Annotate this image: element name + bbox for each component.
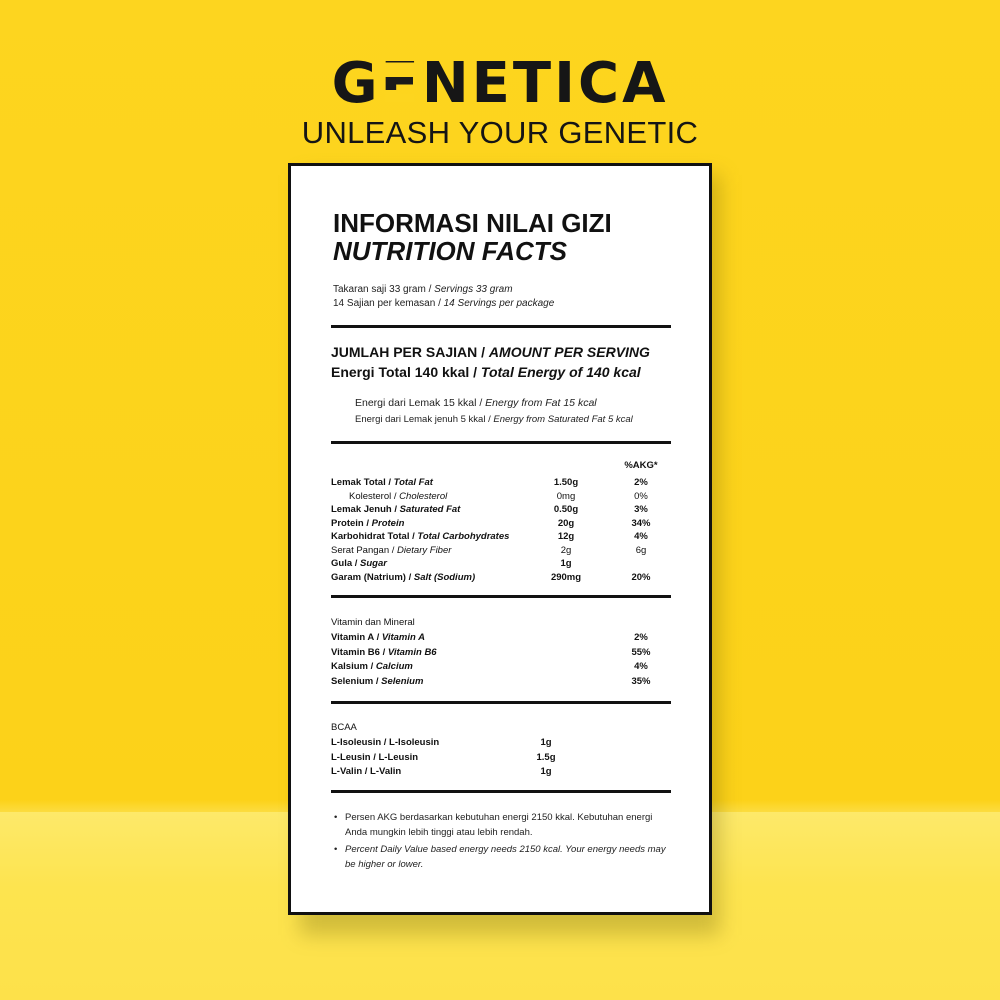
nutrient-row [331, 557, 676, 570]
nutrient-row [331, 544, 676, 557]
nutrient-akg: 34% [631, 517, 651, 529]
footnotes [331, 810, 671, 874]
divider-2 [331, 441, 671, 444]
bcaa-row [331, 736, 676, 749]
bcaa-heading: BCAA [331, 722, 357, 733]
nutrient-name: Garam (Natrium) / Salt (Sodium) [331, 571, 476, 583]
akg-header-row: %AKG* [624, 460, 658, 471]
vitamin-name: Vitamin B6 / Vitamin B6 [331, 646, 437, 658]
nutrient-name: Protein / Protein [331, 517, 405, 529]
vitamin-row [331, 660, 676, 673]
nutrient-row [331, 530, 676, 543]
label-title-en: NUTRITION FACTS [333, 236, 567, 266]
vitamin-name: Selenium / Selenium [331, 675, 424, 687]
nutrient-name: Serat Pangan / Dietary Fiber [331, 544, 452, 556]
nutrient-value: 0mg [556, 490, 576, 502]
nutrient-value: 20g [557, 517, 575, 529]
nutrient-name: Lemak Jenuh / Saturated Fat [331, 504, 461, 515]
servings-per-package: 14 Sajian per kemasan / 14 Servings per package [333, 298, 555, 309]
nutrient-value: 0.50g [553, 504, 579, 515]
vitamin-akg: 4% [634, 661, 648, 672]
vitamin-akg: 35% [631, 675, 651, 687]
footnote-id: • Persen AKG berdasarkan kebutuhan energi 2150 kkal. Kebutuhan energi Anda mungkin lebih tinggi atau lebih rendah. [334, 812, 653, 838]
vitamin-row [331, 646, 676, 659]
bcaa-value: 1g [540, 737, 552, 748]
divider-5 [331, 790, 671, 793]
footnote-en: • Percent Daily Value based energy needs 2150 kcal. Your energy needs may be higher or lower. [334, 844, 666, 870]
nutrient-akg: 3% [634, 504, 648, 515]
brand-tagline: UNLEASH YOUR GENETIC [301, 115, 699, 150]
bcaa-value: 1g [540, 766, 552, 777]
nutrient-row [331, 571, 676, 584]
bcaa-name: L-Isoleusin / L-Isoleusin [331, 737, 440, 748]
nutrient-akg: 4% [634, 531, 648, 542]
nutrient-name: Lemak Total / Total Fat [331, 477, 433, 488]
divider-3 [331, 595, 671, 598]
nutrient-row [331, 517, 676, 530]
energy-from-saturated-fat: Energi dari Lemak jenuh 5 kkal / Energy from Saturated Fat 5 kcal [355, 414, 633, 425]
divider-1 [331, 325, 671, 328]
vitamin-akg: 2% [634, 632, 648, 643]
nutrient-value: 290mg [550, 571, 582, 583]
vitamin-name: Kalsium / Calcium [331, 661, 413, 672]
total-energy: Energi Total 140 kkal / Total Energy of 140 kcal [331, 364, 641, 380]
serving-size: Takaran saji 33 gram / Servings 33 gram [333, 284, 513, 295]
vitamin-row [331, 631, 676, 644]
nutrient-name: Kolesterol / Cholesterol [349, 490, 448, 502]
nutrient-row [331, 490, 676, 503]
vitamin-name: Vitamin A / Vitamin A [331, 632, 425, 643]
bcaa-value: 1.5g [536, 751, 556, 763]
nutrient-akg: 20% [631, 571, 651, 583]
vitamin-row [331, 675, 676, 688]
nutrient-akg: 0% [634, 490, 648, 502]
bcaa-row [331, 751, 676, 764]
nutrient-row [331, 503, 676, 516]
nutrition-label [288, 163, 712, 915]
brand-header [0, 51, 1000, 150]
nutrient-value: 1.50g [553, 477, 579, 488]
vitamin-akg: 55% [631, 646, 651, 658]
nutrient-row [331, 476, 676, 489]
nutrient-value: 12g [557, 531, 575, 542]
logo-e-mark: E [380, 51, 422, 116]
amount-per-serving: JUMLAH PER SAJIAN / AMOUNT PER SERVING [331, 344, 650, 360]
bcaa-name: L-Valin / L-Valin [331, 766, 402, 777]
nutrient-akg: 6g [635, 544, 647, 556]
brand-logo: GENETICA [331, 51, 669, 116]
nutrient-value: 1g [560, 558, 572, 569]
label-title-id: INFORMASI NILAI GIZI [333, 208, 612, 238]
vitamins-heading: Vitamin dan Mineral [331, 617, 415, 628]
nutrient-name: Gula / Sugar [331, 558, 387, 569]
nutrient-akg: 2% [634, 477, 648, 488]
bcaa-name: L-Leusin / L-Leusin [331, 751, 419, 763]
nutrient-value: 2g [560, 544, 572, 556]
nutrient-name: Karbohidrat Total / Total Carbohydrates [331, 531, 510, 542]
bcaa-row [331, 765, 676, 778]
energy-from-fat: Energi dari Lemak 15 kkal / Energy from Fat 15 kcal [355, 397, 597, 409]
divider-4 [331, 701, 671, 704]
